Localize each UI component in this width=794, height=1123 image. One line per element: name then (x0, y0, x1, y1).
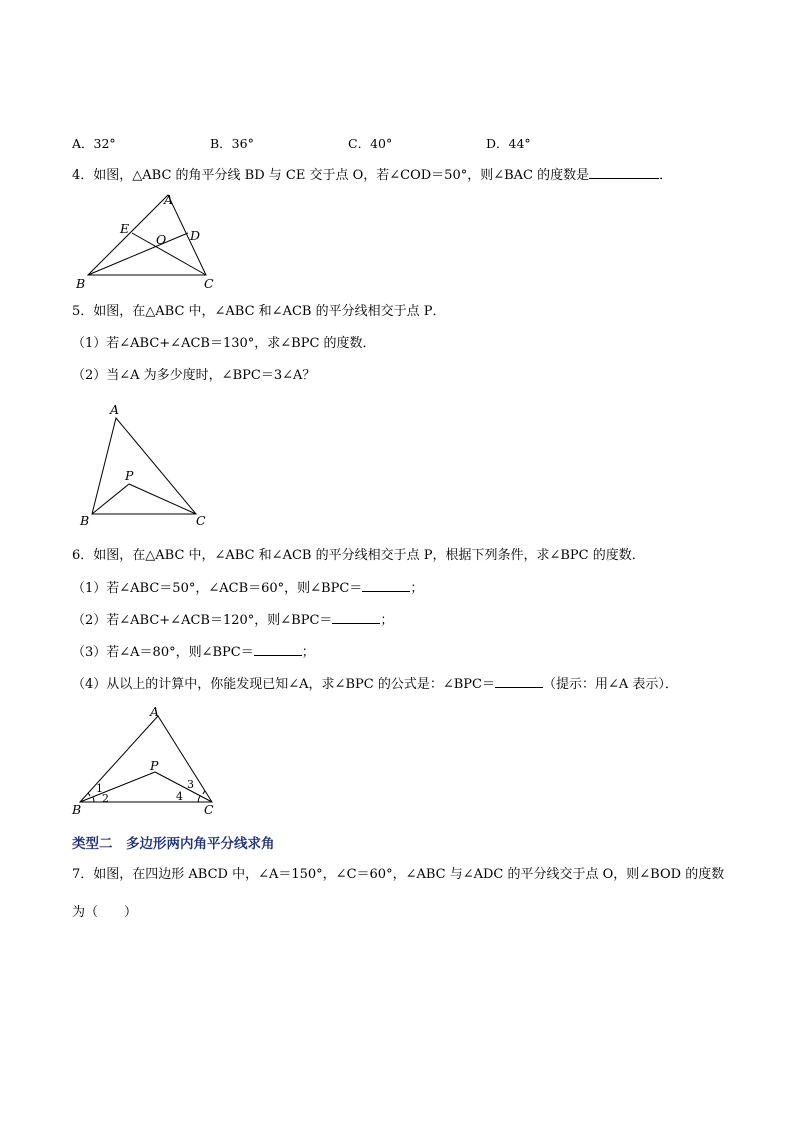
q6-arc-3 (203, 791, 205, 794)
q5-label-a: A (110, 402, 120, 417)
q5-label-c: C (196, 513, 206, 528)
q6-label-a: A (150, 704, 160, 719)
q5-sub2: （2）当∠A 为多少度时，∠BPC＝3∠A？ (72, 368, 316, 383)
q5-line-cp (129, 484, 196, 514)
q6-sub1-blank[interactable] (362, 579, 410, 592)
q6-sub3-blank[interactable] (254, 643, 302, 656)
option-b: B．36° (210, 136, 254, 151)
option-d: D．44° (486, 136, 531, 151)
q6-sub3: （3）若∠A＝80°，则∠BPC＝ ； (72, 645, 315, 660)
q7-line1: 7．如图，在四边形 ABCD 中，∠A＝150°，∠C＝60°，∠ABC 与∠ADC 的平分线交于点 O，则∠BOD 的度数 (72, 867, 725, 882)
q6-arc-2 (93, 797, 94, 802)
q5-label-b: B (80, 513, 90, 528)
section-heading: 类型二 多边形两内角平分线求角 (72, 836, 275, 852)
q5-line-bp (92, 484, 129, 514)
q6-line-cp (155, 772, 212, 802)
option-a: A．32° (72, 136, 116, 151)
q4-end: ． (659, 168, 673, 183)
q4-label-e: E (120, 221, 130, 236)
q6-label-b: B (72, 802, 82, 817)
q5-figure (72, 398, 222, 530)
q4-label-o: O (156, 232, 167, 247)
q4-triangle (88, 195, 206, 275)
q4-line-bd (88, 233, 188, 275)
q4-label-d: D (190, 228, 201, 243)
q6-label-p: P (150, 758, 159, 773)
q6-question: 6．如图，在△ABC 中，∠ABC 和∠ACB 的平分线相交于点 P，根据下列条件，求∠BPC 的度数． (72, 548, 645, 563)
q5-question: 5．如图，在△ABC 中，∠ABC 和∠ACB 的平分线相交于点 P． (72, 304, 446, 319)
q6-sub2-blank[interactable] (332, 611, 380, 624)
q6-label-c: C (204, 802, 214, 817)
q6-sub1: （1）若∠ABC＝50°，∠ACB＝60°，则∠BPC＝ ； (72, 581, 424, 596)
q6-sub4-blank[interactable] (495, 675, 543, 688)
q6-figure (70, 704, 220, 820)
q6-angle-2: 2 (102, 792, 109, 805)
q4-label-a: A (164, 192, 174, 207)
q4-text: 4．如图，△ABC 的角平分线 BD 与 CE 交于点 O，若∠COD＝50°，则∠BAC 的度数是 (72, 168, 590, 183)
q3-options (72, 134, 732, 152)
q6-angle-4: 4 (176, 790, 183, 803)
q6-sub2: （2）若∠ABC+∠ACB＝120°，则∠BPC＝ ； (72, 613, 394, 628)
q6-arc-4 (198, 796, 200, 802)
q5-triangle (92, 418, 196, 514)
q4-answer-blank[interactable] (589, 166, 659, 179)
q6-angle-3: 3 (187, 778, 194, 791)
q4-question (72, 166, 672, 185)
q6-arc-1 (88, 793, 90, 796)
q6-line-bp (80, 772, 155, 802)
q4-label-b: B (76, 276, 86, 291)
q4-label-c: C (204, 276, 214, 291)
q4-figure (70, 188, 230, 294)
q5-sub1: （1）若∠ABC+∠ACB＝130°，求∠BPC 的度数． (72, 336, 376, 351)
option-c: C．40° (348, 136, 393, 151)
q6-sub4: （4）从以上的计算中，你能发现已知∠A，求∠BPC 的公式是：∠BPC＝ （提示：用∠A 表示）． (72, 677, 678, 692)
q6-angle-1: 1 (96, 782, 103, 795)
q7-line2: 为（ ） (72, 905, 138, 920)
q5-label-p: P (125, 468, 134, 483)
